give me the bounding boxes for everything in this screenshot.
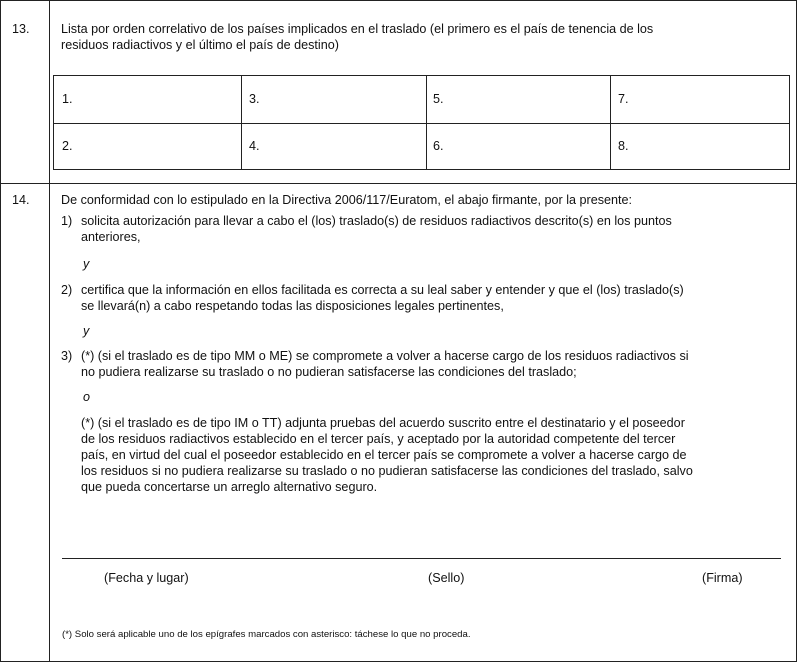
country-cell-1[interactable]: 1. [62, 92, 73, 106]
country-cell-2[interactable]: 2. [62, 139, 73, 153]
item-2-number: 2) [61, 283, 73, 297]
date-place-label: (Fecha y lugar) [104, 571, 189, 585]
alternative-line3: país, en virtud del cual el poseedor establecido en el tercer país se compromete a volver a hacerse cargo de [81, 448, 687, 462]
signature-label: (Firma) [702, 571, 743, 585]
item-3-number: 3) [61, 349, 73, 363]
item-3-line1: (*) (si el traslado es de tipo MM o ME) se compromete a volver a hacerse cargo de los residuos radiactivos si [81, 349, 689, 363]
conjunction-1: y [83, 257, 90, 271]
item-1-number: 1) [61, 214, 73, 228]
seal-label: (Sello) [428, 571, 465, 585]
conjunction-2: y [83, 324, 90, 338]
item-2-line1: certifica que la información en ellos facilitada es correcta a su leal saber y entender y que el (los) traslado(s) [81, 283, 684, 297]
alternative-line2: de los residuos radiactivos establecido en el tercer país, y aceptado por la autoridad competente del tercer [81, 432, 676, 446]
country-cell-4[interactable]: 4. [249, 139, 260, 153]
country-cell-8[interactable]: 8. [618, 139, 629, 153]
section-13-heading-line1: Lista por orden correlativo de los países implicados en el traslado (el primero es el país de tenencia de los [61, 22, 654, 36]
section-13-heading-line2: residuos radiactivos y el último el país de destino) [61, 38, 339, 52]
section-14-intro: De conformidad con lo estipulado en la Directiva 2006/117/Euratom, el abajo firmante, por la presente: [61, 193, 633, 207]
alternative-line5: que pueda concertarse un arreglo alternativo seguro. [81, 480, 378, 494]
country-cell-3[interactable]: 3. [249, 92, 260, 106]
country-cell-6[interactable]: 6. [433, 139, 444, 153]
alternative-line4: los residuos si no pudiera realizarse su traslado o no pudieran satisfacerse las condiciones del traslado, salvo [81, 464, 693, 478]
country-cell-7[interactable]: 7. [618, 92, 629, 106]
item-2-line2: se llevará(n) a cabo respetando todas las disposiciones legales pertinentes, [81, 299, 504, 313]
section-14-number: 14. [12, 193, 30, 207]
country-cell-5[interactable]: 5. [433, 92, 444, 106]
item-1-line1: solicita autorización para llevar a cabo el (los) traslado(s) de residuos radiactivos descrito(s) en los puntos [81, 214, 672, 228]
countries-grid [53, 75, 790, 170]
signature-line [62, 558, 781, 559]
grid-divider [54, 123, 789, 124]
footnote: (*) Solo será aplicable uno de los epígrafes marcados con asterisco: táchese lo que no proceda. [62, 629, 471, 640]
item-3-line2: no pudiera realizarse su traslado o no pudieran satisfacerse las condiciones del traslado; [81, 365, 577, 379]
section-13-number: 13. [12, 22, 30, 36]
item-1-line2: anteriores, [81, 230, 141, 244]
alternative-line1: (*) (si el traslado es de tipo IM o TT) adjunta pruebas del acuerdo suscrito entre el destinatario y el poseedor [81, 416, 685, 430]
section-divider [0, 183, 797, 184]
number-column-divider [49, 0, 50, 662]
conjunction-3: o [83, 390, 91, 404]
